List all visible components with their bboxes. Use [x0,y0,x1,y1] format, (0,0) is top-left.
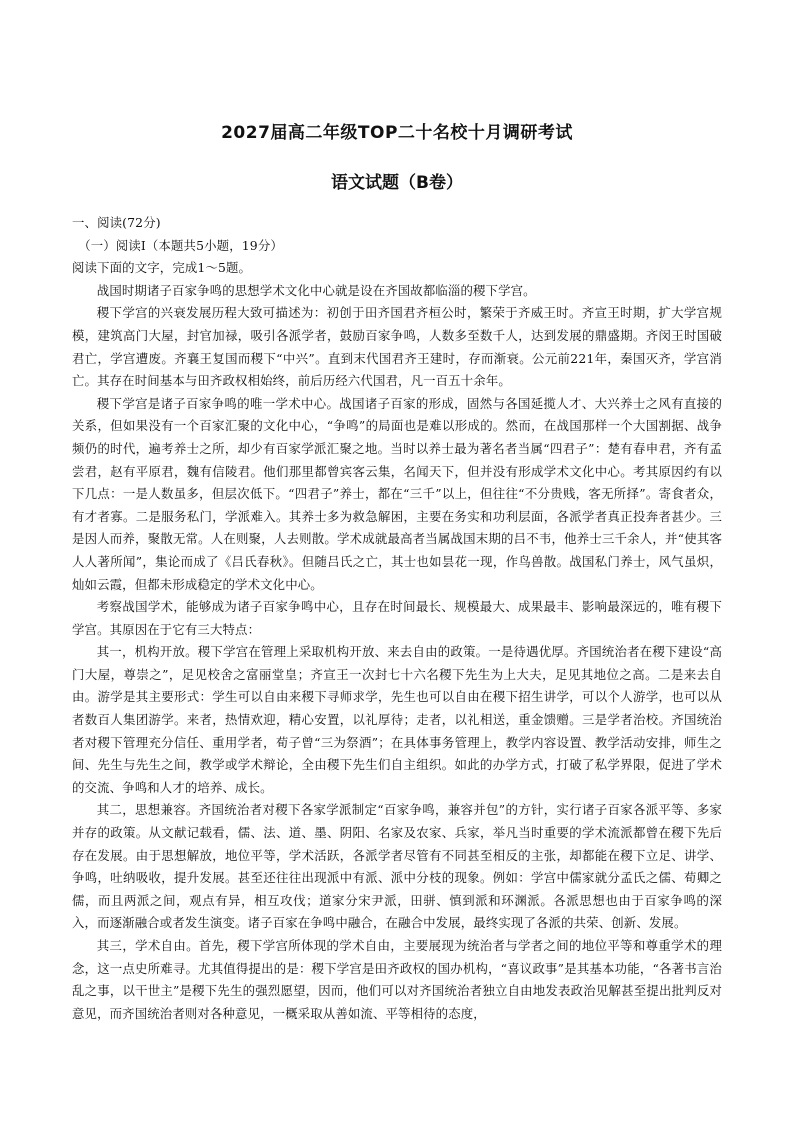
exam-content [72,212,722,1025]
exam-page [72,118,722,1025]
passage-paragraph: 稷下学宫的兴衰发展历程大致可描述为：初创于田齐国君齐桓公时，繁荣于齐威王时。齐宣王时期，扩大学宫规模，建筑高门大屋，封官加禄，吸引各派学者，鼓励百家争鸣，人数多至数千人，达到发展的鼎盛期。齐闵王时国破君亡，学宫遭废。齐襄王复国而稷下“中兴”。直到末代国君齐王建时，存而渐衰。公元前221年，秦国灭齐，学宫消亡。其存在时间基本与田齐政权相始终，前后历经六代国君，凡一百五十余年。 [72,305,722,389]
instruction-text: 阅读下面的文字，完成1～5题。 [72,260,252,276]
passage-paragraph: 其一，机构开放。稷下学宫在管理上采取机构开放、来去自由的政策。一是待遇优厚。齐国统治者在稷下建设“高门大屋，尊崇之”，足见校舍之富丽堂皇；齐宣王一次封七十六名稷下先生为上大夫，足见其地位之高。二是来去自由。游学是其主要形式：学生可以自由来稷下寻师求学，先生也可以自由在稷下招生讲学，可以个人游学，也可以从者数百人集团游学。来者，热情欢迎，精心安置，以礼厚待；走者，以礼相送，重金馈赠。三是学者治校。齐国统治者对稷下管理充分信任、重用学者，荀子曾“三为祭酒”；在具体事务管理上，教学内容设置、教学活动安排，师生之间、先生与先生之间，教学或学术辩论，全由稷下先生们自主组织。如此的办学方式，打破了私学界限，促进了学术的交流、争鸣和人才的培养、成长。 [72,644,722,795]
passage-paragraph: 战国时期诸子百家争鸣的思想学术文化中心就是设在齐国故都临淄的稷下学宫。 [96,282,536,298]
exam-title: 2027届高二年级TOP二十名校十月调研考试 [221,123,573,143]
section-heading: 一、阅读(72分) [72,215,161,230]
passage-paragraph: 其二，思想兼容。齐国统治者对稷下各家学派制定“百家争鸣，兼容并包”的方针，实行诸子百家各派平等、多家并存的政策。从文献记载看，儒、法、道、墨、阴阳、名家及农家、兵家，举凡当时重要的学术流派都曾在稷下先后存在发展。由于思想解放，地位平等，学术活跃，各派学者尽管有不同甚至相反的主张，却都能在稷下立足、讲学、争鸣，吐纳吸收，提升发展。甚至还往往出现派中有派、派中分枝的现象。例如：学宫中儒家就分孟氏之儒、荀卿之儒，而且两派之间，观点有异，相互攻伐；道家分宋尹派，田骈、慎到派和环渊派。各派思想也由于百家争鸣的深入，而逐渐融合或者发生演变。诸子百家在争鸣中融合，在融合中发展，最终实现了各派的共荣、创新、发展。 [72,802,722,931]
passage-paragraph: 其三，学术自由。首先，稷下学宫所体现的学术自由，主要展现为统治者与学者之间的地位平等和尊重学术的理念，这一点史所难寻。尤其值得提出的是：稷下学宫是田齐政权的国办机构，“喜议政事”是其基本功能，“各著书言治乱之事，以干世主”是稷下先生的强烈愿望，因而，他们可以对齐国统治者独立自由地发表政治见解甚至提出批判反对意见，而齐国统治者则对各种意见，一概采取从善如流、平等相待的态度， [72,938,722,1021]
subsection-heading: （一）阅读Ⅰ（本题共5小题，19分） [78,237,283,253]
passage-paragraph: 稷下学宫是诸子百家争鸣的唯一学术中心。战国诸子百家的形成，固然与各国延揽人才、大兴养士之风有直接的关系，但如果没有一个百家汇聚的文化中心，“争鸣”的局面也是难以形成的。然而，在战国那样一个大国割据、战争频仍的时代，遍考养士之所，却少有百家学派汇聚之地。当时以养士最为著名者当属“四君子”：楚有春申君，齐有孟尝君，赵有平原君，魏有信陵君。他们那里都曾宾客云集，名闻天下，但并没有形成学术文化中心。考其原因约有以下几点：一是人数虽多，但层次低下。“四君子”养士，都在“三千”以上，但往往“不分贵贱，客无所择”。寄食者众，有才者寡。二是服务私门，学派难入。其养士多为救急解困，主要在务实和功利层面，各派学者真正投奔者甚少。三是因人而养，聚散无常。人在则聚，人去则散。学术成就最高者当属战国末期的吕不韦，他养士三千余人，并“使其客人人著所闻”，集论而成了《吕氏春秋》。但随吕氏之亡，其士也如昙花一现，作鸟兽散。战国私门养士，风气虽炽，灿如云霞，但都未形成稳定的学术文化中心。 [72,395,722,592]
exam-subtitle: 语文试题（B卷） [331,173,463,193]
passage-paragraph: 考察战国学术，能够成为诸子百家争鸣中心，且存在时间最长、规模最大、成果最丰、影响最深远的，唯有稷下学宫。其原因在于它有三大特点： [72,599,722,637]
